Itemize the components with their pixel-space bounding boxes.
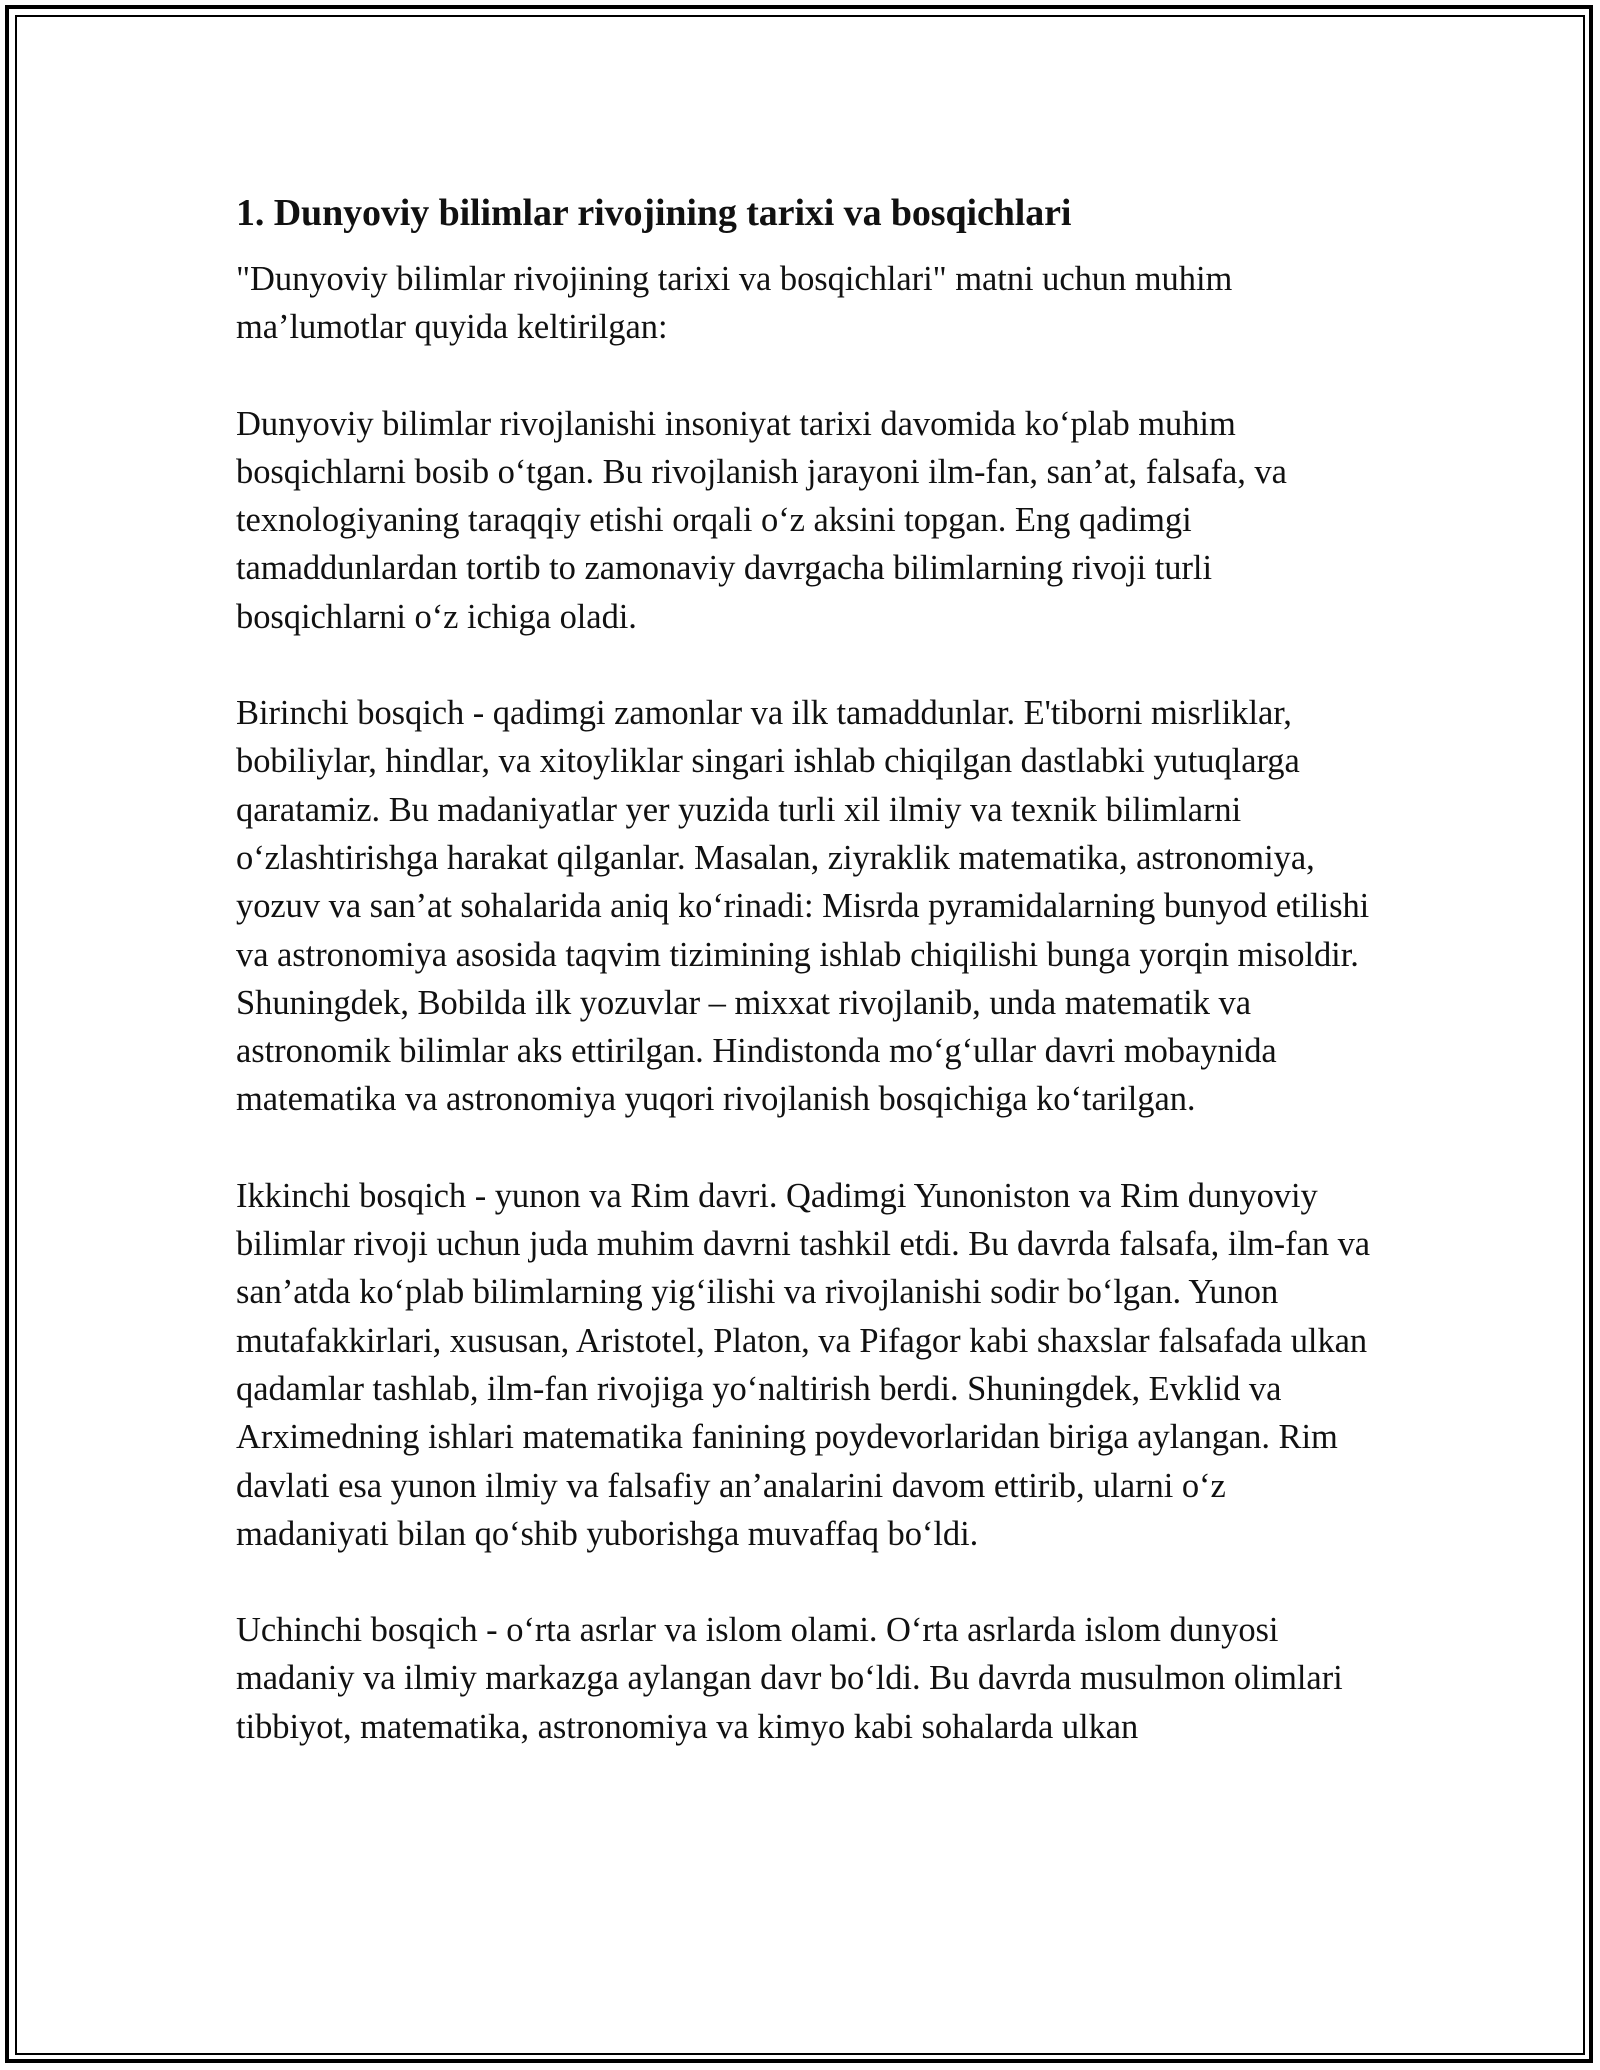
spacer — [236, 244, 1386, 255]
paragraph-overview: Dunyoviy bilimlar rivojlanishi insoniyat tarixi davomida ko‘plab muhim bosqichlarni bosib o‘tgan. Bu rivojlanish jarayoni ilm-fan, san’at, falsafa, va texnologiyaning taraqqiy etishi orqali o‘z aksini topgan. Eng qadimgi tamaddunlardan tortib to zamonaviy davrgacha bilimlarning rivoji turli bosqichlarni o‘z ichiga oladi. — [236, 404, 1287, 636]
spacer — [236, 1558, 1386, 1606]
paragraph-intro: "Dunyoviy bilimlar rivojining tarixi va bosqichlari" matni uchun muhim ma’lumotlar quyida keltirilgan: — [236, 260, 1233, 347]
paragraph-stage-two: Ikkinchi bosqich - yunon va Rim davri. Qadimgi Yunoniston va Rim dunyoviy bilimlar rivoji uchun juda muhim davrni tashkil etdi. Bu davrda falsafa, ilm-fan va san’atda ko‘plab bilimlarning yig‘ilishi va rivojlanishi sodir bo‘lgan. Yunon mutafakkirlari, xususan, Aristotel, Platon, va Pifagor kabi shaxslar falsafada ulkan qadamlar tashlab, ilm-fan rivojiga yo‘naltirish berdi. Shuningdek, Evklid va Arximedning ishlari matematika fanining poydevorlaridan biriga aylangan. Rim davlati esa yunon ilmiy va falsafiy an’analarini davom ettirib, ularni o‘z madaniyati bilan qo‘shib yuborishga muvaffaq bo‘ldi. — [236, 1176, 1371, 1553]
paragraph-stage-three: Uchinchi bosqich - o‘rta asrlar va islom olami. O‘rta asrlarda islom dunyosi madaniy va ilmiy markazga aylangan davr bo‘ldi. Bu davrda musulmon olimlari tibbiyot, matematika, astronomiya va kimyo kabi sohalarda ulkan — [236, 1611, 1343, 1746]
spacer — [236, 1124, 1386, 1172]
document-body — [236, 182, 1386, 1751]
paragraph-stage-one: Birinchi bosqich - qadimgi zamonlar va ilk tamaddunlar. E'tiborni misrliklar, bobiliylar, hindlar, va xitoyliklar singari ishlab chiqilgan dastlabki yutuqlarga qaratamiz. Bu madaniyatlar yer yuzida turli xil ilmiy va texnik bilimlarni o‘zlashtirishga harakat qilganlar. Masalan, ziyraklik matematika, astronomiya, yozuv va san’at sohalarida aniq ko‘rinadi: Misrda pyramidalarning bunyod etilishi va astronomiya asosida taqvim tizimining ishlab chiqilishi bunga yorqin misoldir. Shuningdek, Bobilda ilk yozuvlar – mixxat rivojlanib, unda matematik va astronomik bilimlar aks ettirilgan. Hindistonda mo‘g‘ullar davri mobaynida matematika va astronomiya yuqori rivojlanish bosqichiga ko‘tarilgan. — [236, 694, 1370, 1119]
spacer — [236, 641, 1386, 689]
spacer — [236, 352, 1386, 400]
document-title: 1. Dunyoviy bilimlar rivojining tarixi va bosqichlari — [236, 192, 1072, 234]
